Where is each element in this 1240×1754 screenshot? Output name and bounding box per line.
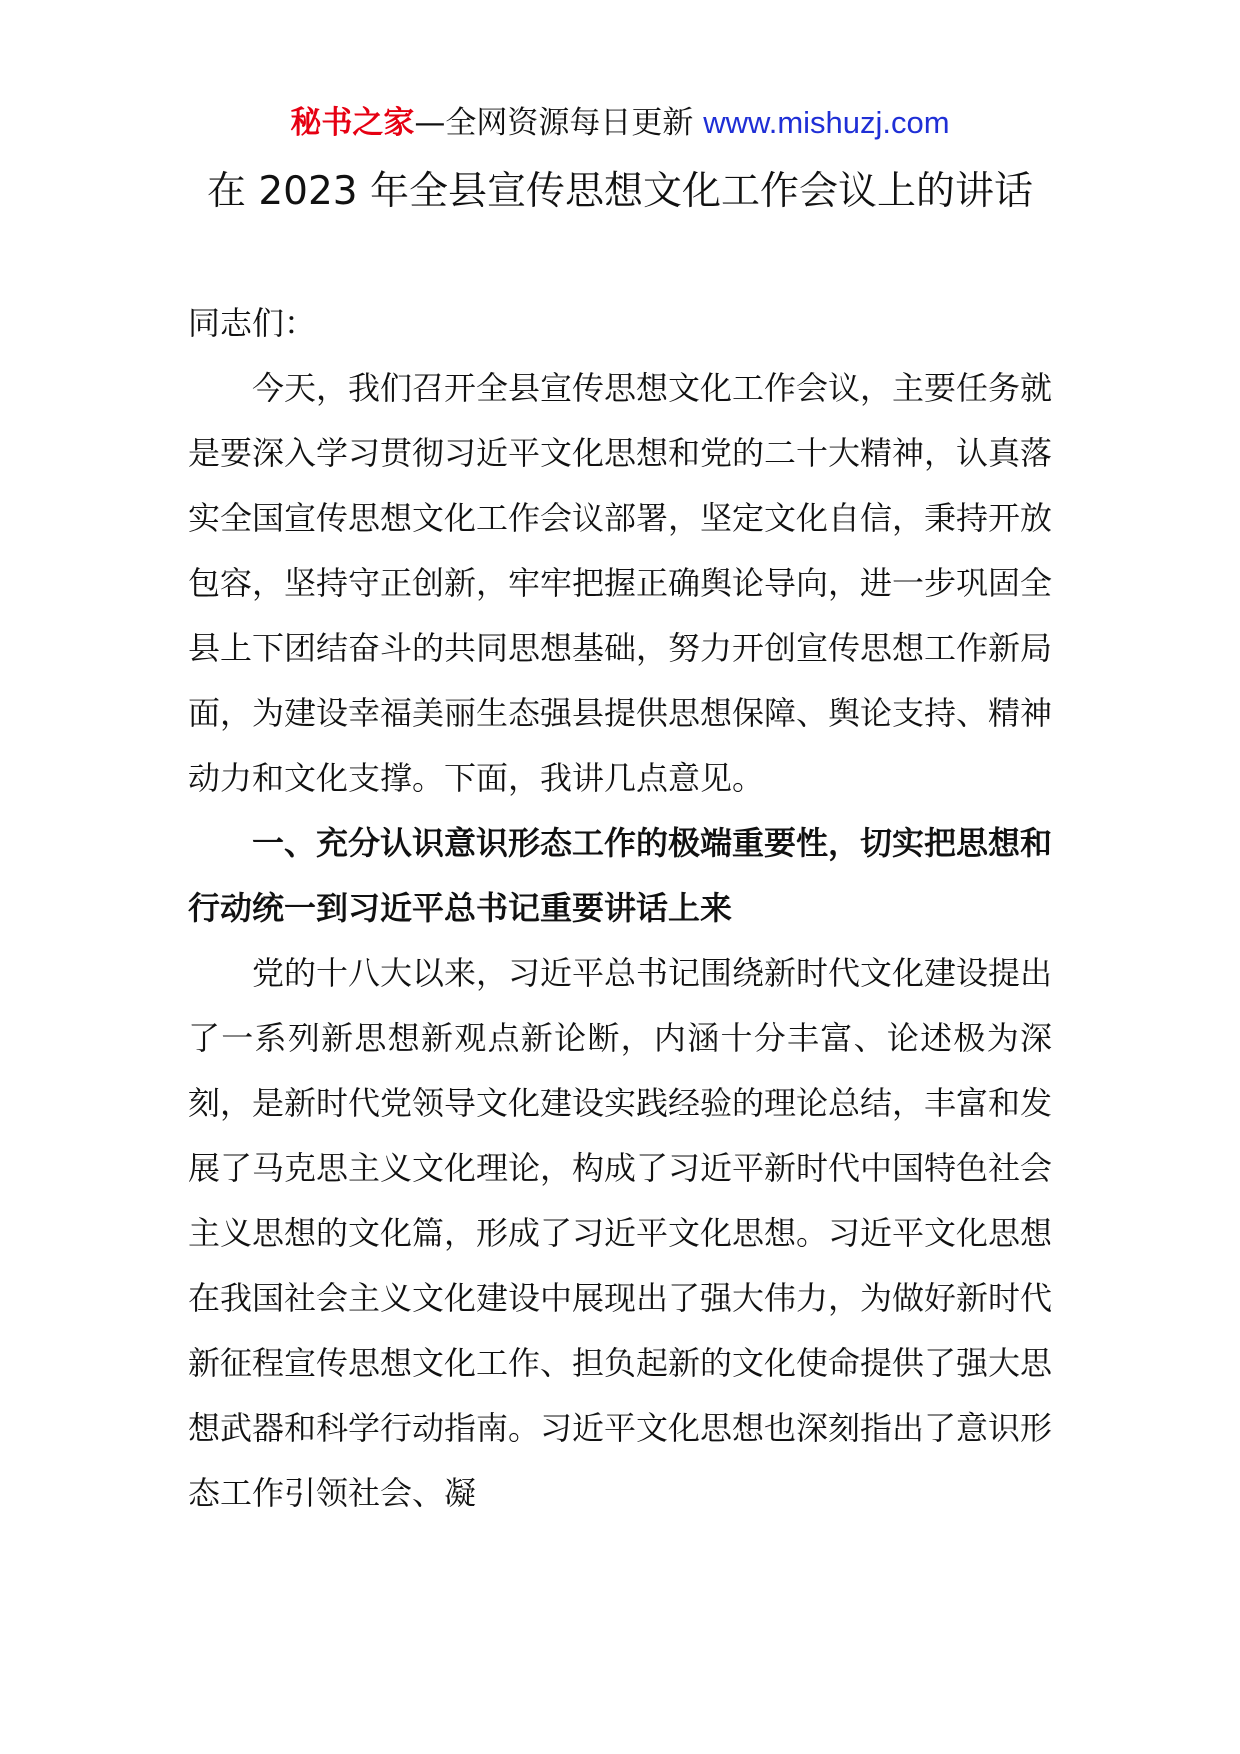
site-tagline: —全网资源每日更新 xyxy=(414,105,694,141)
document-title: 在 2023 年全县宣传思想文化工作会议上的讲话 xyxy=(206,169,1034,214)
section-1-paragraph: 党的十八大以来，习近平总书记围绕新时代文化建设提出了一系列新思想新观点新论断，内涵十分丰富、论述极为深刻，是新时代党领导文化建设实践经验的理论总结，丰富和发展了马克思主义文化理论，构成了习近平新时代中国特色社会主义思想的文化篇，形成了习近平文化思想。习近平文化思想在我国社会主义文化建设中展现出了强大伟力，为做好新时代新征程宣传思想文化工作、担负起新的文化使命提供了强大思想武器和科学行动指南。习近平文化思想也深刻指出了意识形态工作引领社会、凝 xyxy=(188,954,1053,1512)
document-body xyxy=(188,291,1052,1526)
site-header xyxy=(0,100,1240,146)
section-heading-1: 一、充分认识意识形态工作的极端重要性，切实把思想和行动统一到习近平总书记重要讲话上来 xyxy=(188,824,1053,927)
site-url-link[interactable]: www.mishuzj.com xyxy=(703,105,950,140)
intro-paragraph: 今天，我们召开全县宣传思想文化工作会议，主要任务就是要深入学习贯彻习近平文化思想和党的二十大精神，认真落实全国宣传思想文化工作会议部署，坚定文化自信，秉持开放包容，坚持守正创新，牢牢把握正确舆论导向，进一步巩固全县上下团结奋斗的共同思想基础，努力开创宣传思想工作新局面，为建设幸福美丽生态强县提供思想保障、舆论支持、精神动力和文化支撑。下面，我讲几点意见。 xyxy=(188,369,1053,797)
brand-name[interactable]: 秘书之家 xyxy=(290,105,415,141)
salutation: 同志们： xyxy=(188,304,317,342)
